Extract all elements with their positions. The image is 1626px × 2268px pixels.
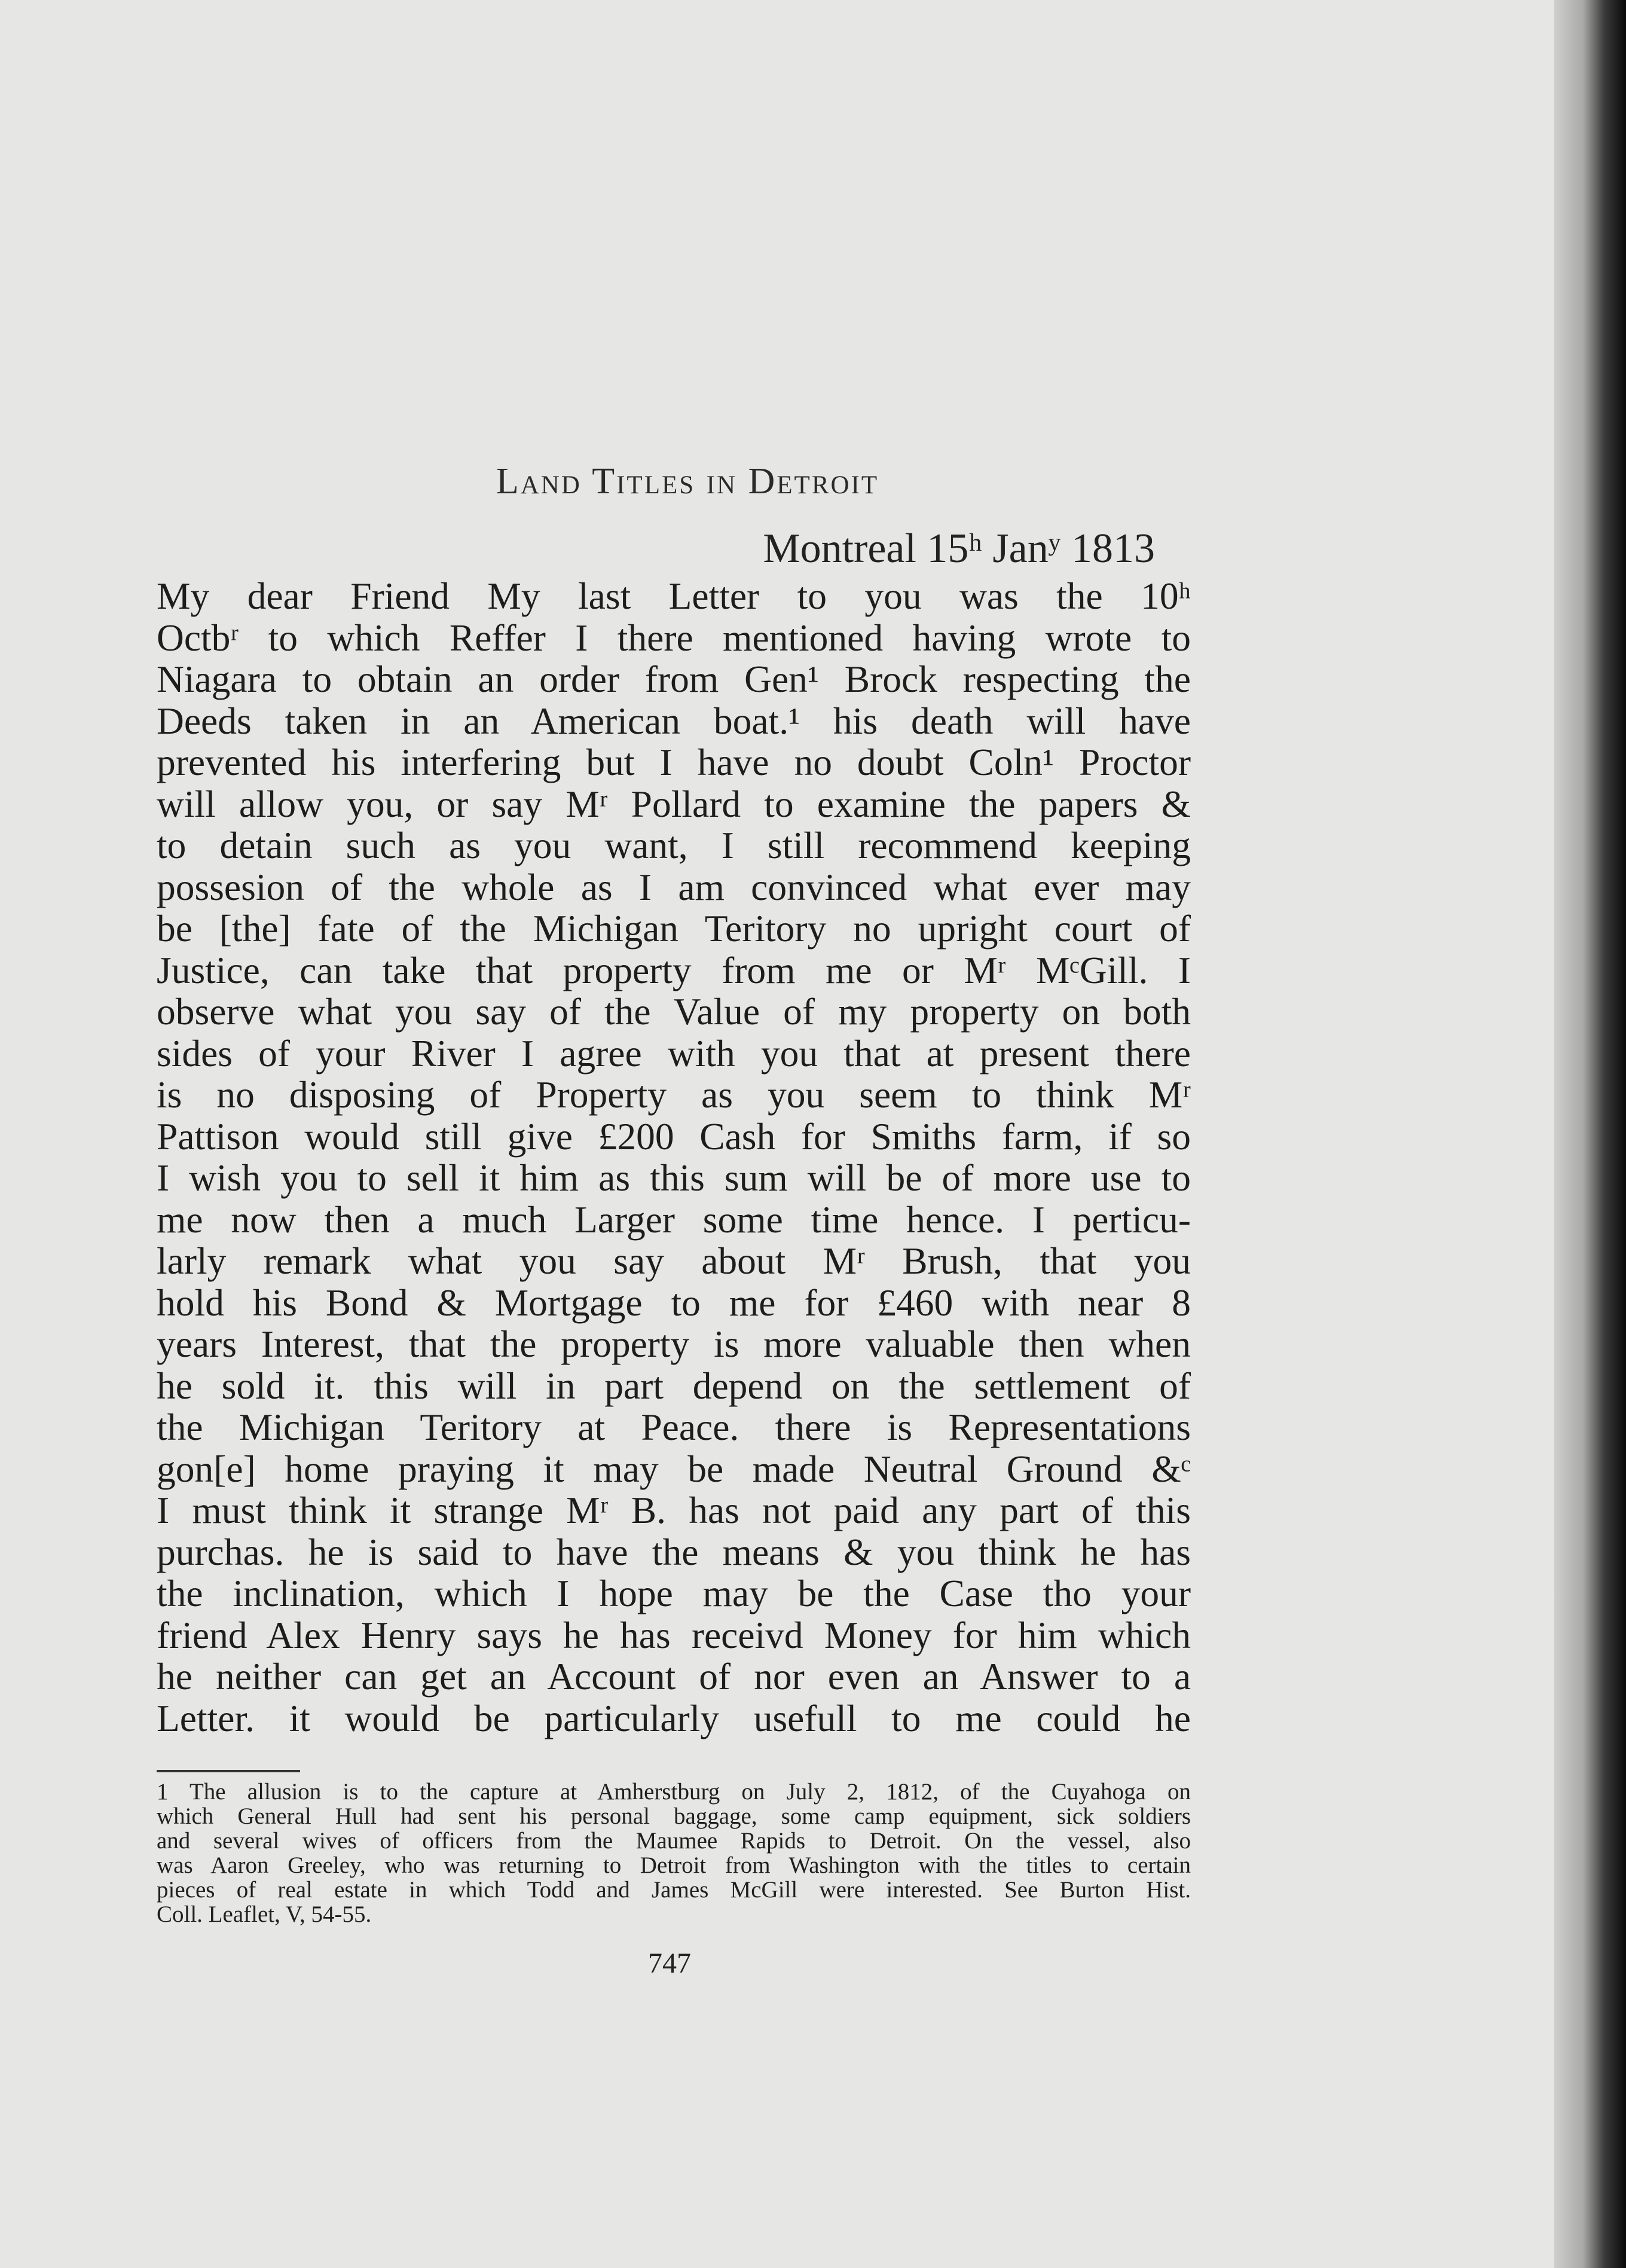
footnote-line: and several wives of officers from the Maumee Rapids to Detroit. On the vessel, also [157,1828,1191,1854]
footnote [157,1779,1191,1927]
letter-line: the inclination, which I hope may be the Case tho your [157,1572,1191,1614]
letter-body [157,575,1191,1739]
letter-line: Niagara to obtain an order from Gen¹ Brock respecting the [157,658,1191,700]
letter-line: years Interest, that the property is more valuable then when [157,1323,1191,1365]
letter-line: to detain such as you want, I still recommend keeping [157,824,1191,866]
footnote-line: Coll. Leaflet, V, 54-55. [157,1901,372,1927]
letter-line: Letter. it would be particularly usefull to me could he [157,1696,1191,1739]
footnote-line: pieces of real estate in which Todd and James McGill were interested. See Burton Hist. [157,1877,1191,1903]
letter-line: possesion of the whole as I am convinced what ever may [157,865,1191,908]
letter-line: the Michigan Teritory at Peace. there is Representations [157,1406,1191,1448]
letter-line: larly remark what you say about Mʳ Brush, that you [157,1240,1191,1282]
letter-line: Justice, can take that property from me or Mʳ MᶜGill. I [157,948,1191,991]
letter-line: sides of your River I agree with you that at present there [157,1031,1191,1075]
letter-line: I wish you to sell it him as this sum will be of more use to [157,1156,1191,1199]
letter-line: gon[e] home praying it may be made Neutral Ground &ᶜ [157,1447,1191,1490]
letter-line: is no disposing of Property as you seem to think Mʳ [157,1073,1191,1116]
letter-line: I must think it strange Mʳ B. has not paid any part of this [157,1489,1191,1531]
letter-line: Pattison would still give £200 Cash for Smiths farm, if so [157,1115,1191,1158]
letter-line: will allow you, or say Mʳ Pollard to examine the papers & [157,782,1191,825]
running-head: Land Titles in Detroit [496,461,879,502]
footnote-rule [157,1770,300,1772]
letter-line: friend Alex Henry says he has receivd Money for him which [157,1613,1191,1656]
letter-line: me now then a much Larger some time hence. I perticu- [157,1198,1191,1241]
letter-line: prevented his interfering but I have no doubt Coln¹ Proctor [157,741,1191,783]
letter-line: Deeds taken in an American boat.¹ his death will have [157,699,1191,742]
footnote-line: 1 The allusion is to the capture at Amherstburg on July 2, 1812, of the Cuyahoga on [157,1779,1191,1805]
letter-line: be [the] fate of the Michigan Teritory no upright court of [157,907,1191,950]
letter-dateline: Montreal 15ʰ Janʸ 1813 [763,526,1155,572]
footnote-line: was Aaron Greeley, who was returning to Detroit from Washington with the titles to certain [157,1852,1191,1878]
letter-line: My dear Friend My last Letter to you was the 10ʰ [157,575,1191,617]
letter-line: hold his Bond & Mortgage to me for £460 with near 8 [157,1281,1191,1324]
page-number: 747 [648,1948,691,1979]
footnote-line: which General Hull had sent his personal baggage, some camp equipment, sick soldiers [157,1803,1191,1829]
letter-line: Octbʳ to which Reffer I there mentioned having wrote to [157,616,1191,659]
letter-line: he neither can get an Account of nor even an Answer to a [157,1655,1191,1698]
letter-line: purchas. he is said to have the means & you think he has [157,1530,1191,1573]
letter-line: he sold it. this will in part depend on the settlement of [157,1364,1191,1407]
letter-line: observe what you say of the Value of my property on both [157,990,1191,1033]
page-edge-shadow [1554,0,1626,2268]
